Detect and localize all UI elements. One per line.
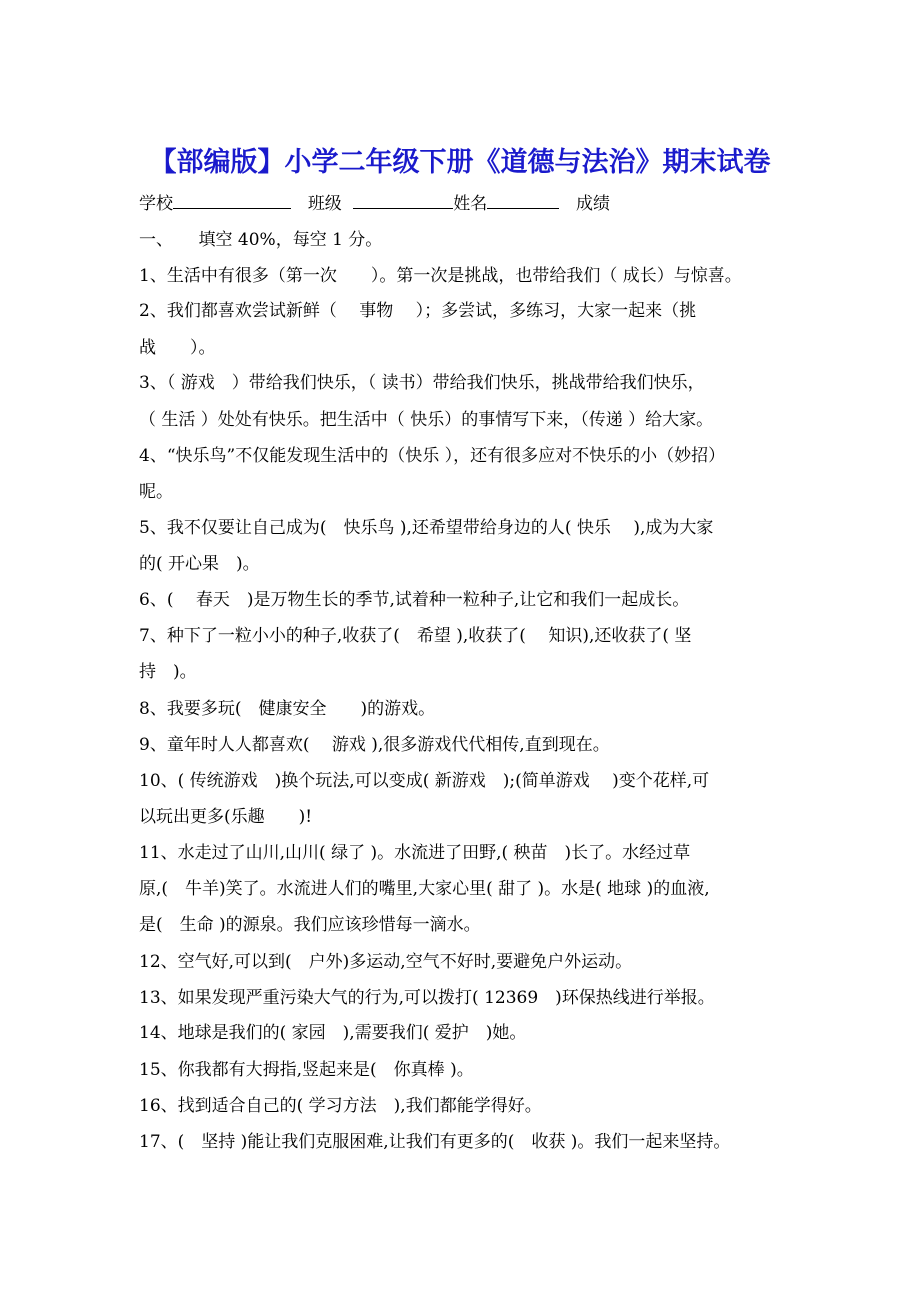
name-label: 姓名: [453, 194, 488, 214]
question-line: 呢。: [139, 482, 173, 502]
class-field[interactable]: [353, 190, 453, 209]
school-field[interactable]: [173, 190, 291, 209]
question-line: 2、我们都喜欢尝试新鲜（ 事物 ）；多尝试，多练习，大家一起来（挑: [139, 301, 697, 321]
question-line: 13、如果发现严重污染大气的行为,可以拨打( 12369 )环保热线进行举报。: [139, 988, 715, 1008]
section-heading: 一、 填空 40%，每空 1 分。: [139, 230, 383, 250]
question-line: 原,( 牛羊)笑了。水流进人们的嘴里,大家心里( 甜了 )。水是( 地球 )的血液,: [139, 879, 710, 899]
question-line: 3、（ 游戏 ）带给我们快乐，（ 读书）带给我们快乐，挑战带给我们快乐，: [139, 373, 705, 393]
question-line: 8、我要多玩( 健康安全 )的游戏。: [139, 699, 436, 719]
page-title: 【部编版】小学二年级下册《道德与法治》期末试卷: [149, 147, 771, 178]
question-line: 4、“快乐鸟”不仅能发现生活中的（快乐 ），还有很多应对不快乐的小（妙招）: [139, 446, 726, 466]
question-line: 17、( 坚持 )能让我们克服困难,让我们有更多的( 收获 )。我们一起来坚持。: [139, 1132, 731, 1152]
question-line: 5、我不仅要让自己成为( 快乐鸟 ),还希望带给身边的人( 快乐 ),成为大家: [139, 518, 714, 538]
question-line: 14、地球是我们的( 家园 ),需要我们( 爱护 )她。: [139, 1023, 527, 1043]
score-label: 成绩: [576, 194, 611, 214]
question-line: 的( 开心果 )。: [139, 554, 260, 574]
question-line: 7、种下了一粒小小的种子,收获了( 希望 ),收获了( 知识),还收获了( 坚: [139, 626, 692, 646]
question-line: 是( 生命 )的源泉。我们应该珍惜每一滴水。: [139, 915, 481, 935]
question-line: 战 ）。: [139, 338, 216, 358]
question-line: （ 生活 ）处处有快乐。把生活中（ 快乐）的事情写下来，（传递 ）给大家。: [139, 410, 714, 430]
question-line: 12、空气好,可以到( 户外)多运动,空气不好时,要避免户外运动。: [139, 952, 633, 972]
question-line: 15、你我都有大拇指,竖起来是( 你真棒 )。: [139, 1060, 474, 1080]
question-line: 11、水走过了山川,山川( 绿了 )。水流进了田野,( 秧苗 )长了。水经过草: [139, 843, 691, 863]
question-line: 持 )。: [139, 662, 197, 682]
question-line: 16、找到适合自己的( 学习方法 ),我们都能学得好。: [139, 1096, 542, 1116]
question-line: 10、( 传统游戏 )换个玩法,可以变成( 新游戏 );(简单游戏 )变个花样,可: [139, 771, 710, 791]
school-label: 学校: [139, 194, 173, 214]
name-field[interactable]: [487, 190, 559, 209]
question-line: 9、童年时人人都喜欢( 游戏 ),很多游戏代代相传,直到现在。: [139, 735, 610, 755]
student-info-row: [139, 190, 819, 216]
question-line: 以玩出更多(乐趣 )!: [139, 807, 313, 827]
question-line: 6、( 春天 )是万物生长的季节,试着种一粒种子,让它和我们一起成长。: [139, 590, 690, 610]
question-line: 1、生活中有很多（第一次 ）。第一次是挑战，也带给我们（ 成长）与惊喜。: [139, 266, 742, 286]
class-label: 班级: [307, 194, 342, 214]
